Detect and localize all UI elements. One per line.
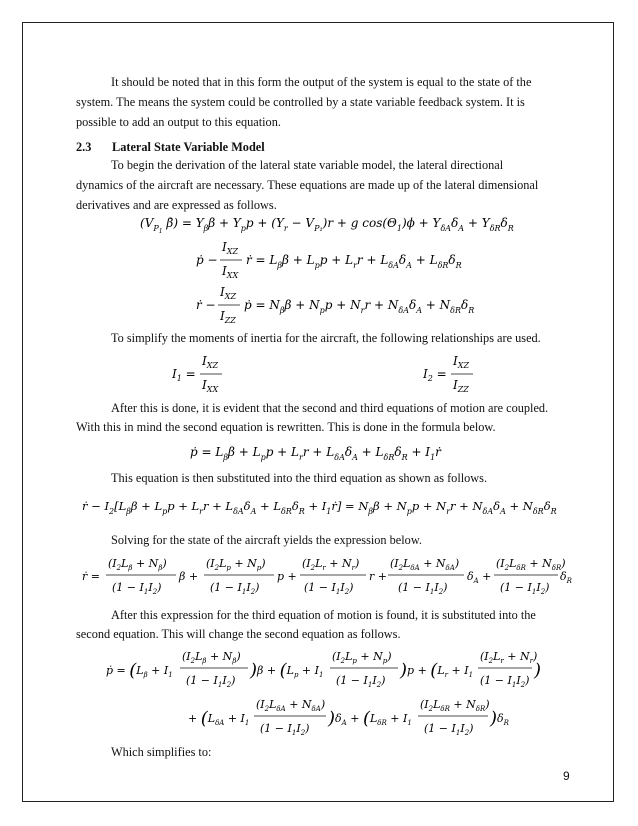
svg-text:r +: r +: [369, 570, 387, 583]
svg-text:ṗ = Nββ + Npp + Nrr + NδAδA +: ṗ = $N_\beta\beta + N_pp + N_rr + N_{\delta A}\delta_A + N_{\delta R}\delta_R$: [244, 298, 475, 315]
svg-text:I2 =: $I_2$ =: [423, 367, 447, 383]
paragraph-4-line-2: With this in mind the second equation is rewritten. This is done in the formula below.: [76, 420, 496, 434]
svg-text:β +: β +: [179, 570, 199, 583]
paragraph-3-line-1: To simplify the moments of inertia for the aircraft, the following relationships are used.: [111, 331, 541, 345]
paragraph-1-line-3: possible to add an output to this equation.: [76, 115, 281, 129]
svg-text:ṙ = Lββ + Lpp + Lrr + LδAδA +: ṙ = $L_\beta\beta + L_pp + L_rr + L_{\delta A}\delta_A + L_{\delta R}\delta_R$: [246, 253, 462, 270]
svg-text:IZZ: $I_{ZZ}$: [220, 309, 236, 325]
equation-i2-definition: [423, 352, 493, 396]
svg-text:(1 − I1I2): $(1 - I_1I_2)$: [260, 722, 310, 737]
svg-text:(1 − I1I2): $(1 - I_1I_2)$: [500, 581, 550, 596]
paragraph-8-line-1: Which simplifies to:: [111, 745, 212, 759]
svg-text:(1 − I1I2): $(1 - I_1I_2)$: [304, 581, 354, 596]
svg-text:(1 − I1I2): $(1 - I_1I_2)$: [480, 674, 530, 689]
equation-r-dot-solution: [82, 552, 572, 600]
equation-yaw-substituted: [82, 492, 572, 522]
equation-side-force: [140, 207, 520, 237]
svg-text:IXZ: $I_{XZ}$: [220, 285, 237, 301]
paragraph-5-line-1: This equation is then substituted into the third equation as shown as follows.: [111, 471, 488, 485]
paragraph-6-line-1: Solving for the state of the aircraft yields the expression below.: [111, 533, 422, 547]
paragraph-2-line-2: dynamics of the aircraft are necessary. These equations are made up of the lateral dimensional: [76, 178, 539, 192]
svg-text:p +: p +: [277, 570, 297, 583]
svg-text:(1 − I1I2): $(1 - I_1I_2)$: [210, 581, 260, 596]
paragraph-2-line-1: To begin the derivation of the lateral state variable model, the lateral directional: [111, 158, 504, 172]
svg-text:IXZ: $I_{XZ}$: [453, 354, 470, 370]
equation-i1-definition: [172, 352, 242, 396]
svg-text:+ (LδA + I1: + ($L_{\delta A} + I_1$: [188, 708, 250, 729]
equation-p-dot-expanded-line-2: [188, 692, 518, 742]
svg-text:)β + (Lp + I1: )$\beta + (L_p + I_1$: [250, 660, 324, 681]
equation-roll-rewritten: [190, 438, 500, 466]
svg-text:δA +: $\delta_A$ +: [467, 570, 492, 585]
svg-text:)δA + (LδR + I1: )$\delta_A + (L_{\delta R} + I_1$: [328, 708, 412, 729]
page-number: 9: [563, 769, 570, 783]
svg-text:(1 − I1I2): $(1 - I_1I_2)$: [112, 581, 162, 596]
svg-text:): ): [534, 660, 542, 681]
svg-text:(1 − I1I2): $(1 - I_1I_2)$: [424, 722, 474, 737]
svg-text:IXZ: $I_{XZ}$: [202, 354, 219, 370]
svg-text:(I2LδA + NδA): $(I_2L_{\delta A} + N_{\delta A})$: [390, 557, 460, 572]
svg-text:(VP1 β̇) = Yββ + Ypp + (Yr − V: ($V_P1$ β̇) = $Y_\beta\beta + Y_pp + (Y_r - V_{P_1})r + g$ $\cos(\Theta_1)\phi + Y_{\delta A}\delta_A + Y_{\delta R}\delta_R$: [140, 216, 514, 235]
section-title: Lateral State Variable Model: [112, 140, 265, 154]
svg-text:IXX: $I_{XX}$: [222, 264, 239, 280]
svg-text:IXZ: $I_{XZ}$: [222, 240, 239, 256]
svg-text:)p + (Lr + I1: )$p + (L_r + I_1$: [400, 660, 474, 681]
svg-text:ṗ = (Lβ + I1: ṗ = ($L_\beta + I_1$: [106, 660, 173, 681]
svg-text:(I2LδR + NδR): $(I_2L_{\delta R} + N_{\delta R})$: [420, 698, 490, 713]
svg-text:)δR: )$\delta_R$: [490, 708, 509, 729]
svg-text:(I2Lβ + Nβ): $(I_2L_\beta + N_\beta)$: [108, 557, 167, 572]
svg-text:(I2Lp + Np): $(I_2L_p + N_p)$: [206, 557, 266, 572]
svg-text:δR: $\delta_R$: [560, 570, 572, 585]
svg-text:ṙ −: ṙ −: [196, 298, 216, 312]
svg-text:(I2LδA + NδA): $(I_2L_{\delta A} + N_{\delta A})$: [256, 698, 326, 713]
svg-text:ṙ =: ṙ =: [82, 570, 100, 583]
svg-text:I1 =: $I_1$ =: [172, 367, 196, 383]
equation-roll-moment: [196, 238, 496, 282]
svg-text:(I2LδR + NδR): $(I_2L_{\delta R} + N_{\delta R})$: [496, 557, 566, 572]
svg-text:(I2Lr + Nr): $(I_2L_r + N_r)$: [302, 557, 360, 572]
paragraph-1-line-1: It should be noted that in this form the output of the system is equal to the state of the: [111, 75, 532, 89]
svg-text:(I2Lp + Np): $(I_2L_p + N_p)$: [332, 650, 392, 665]
svg-text:(I2Lβ + Nβ): $(I_2L_\beta + N_\beta)$: [182, 650, 241, 665]
svg-text:IZZ: $I_{ZZ}$: [453, 378, 469, 394]
paragraph-1-line-2: system. The means the system could be controlled by a state variable feedback system. It is: [76, 95, 525, 109]
svg-text:IXX: $I_{XX}$: [202, 378, 219, 394]
svg-text:ṙ − I2[Lββ + Lpp + Lrr + LδAδA: ṙ − $I_2[L_\beta\beta + L_pp + L_rr + L_{\delta A}\delta_A + L_{\delta R}\delta_R$ + $I_1ṙ] = N_\beta\beta + N_pp + N_rr + N_{\delta A}\delta_A + N_{\delta R}\delta_R$: [82, 499, 557, 516]
equation-p-dot-expanded-line-1: [106, 644, 546, 694]
equation-yaw-moment: [196, 283, 496, 327]
svg-text:(1 − I1I2): $(1 - I_1I_2)$: [398, 581, 448, 596]
svg-text:ṗ −: ṗ −: [196, 253, 218, 267]
paragraph-2-line-3: derivatives and are expressed as follows.: [76, 198, 277, 212]
section-number: 2.3: [76, 140, 92, 154]
svg-text:ṗ = Lββ + Lpp + Lrr + LδAδA +: ṗ = $L_\beta\beta + L_pp + L_rr + L_{\delta A}\delta_A + L_{\delta R}\delta_R$ + $I_1ṙ$: [190, 445, 441, 462]
paragraph-4-line-1: After this is done, it is evident that the second and third equations of motion are coupled.: [111, 401, 549, 415]
paragraph-7-line-1: After this expression for the third equation of motion is found, it is substituted into the: [111, 608, 536, 622]
paragraph-7-line-2: second equation. This will change the second equation as follows.: [76, 627, 401, 641]
svg-text:(1 − I1I2): $(1 - I_1I_2)$: [186, 674, 236, 689]
svg-text:(1 − I1I2): $(1 - I_1I_2)$: [336, 674, 386, 689]
svg-text:(I2Lr + Nr): $(I_2L_r + N_r)$: [480, 650, 538, 665]
